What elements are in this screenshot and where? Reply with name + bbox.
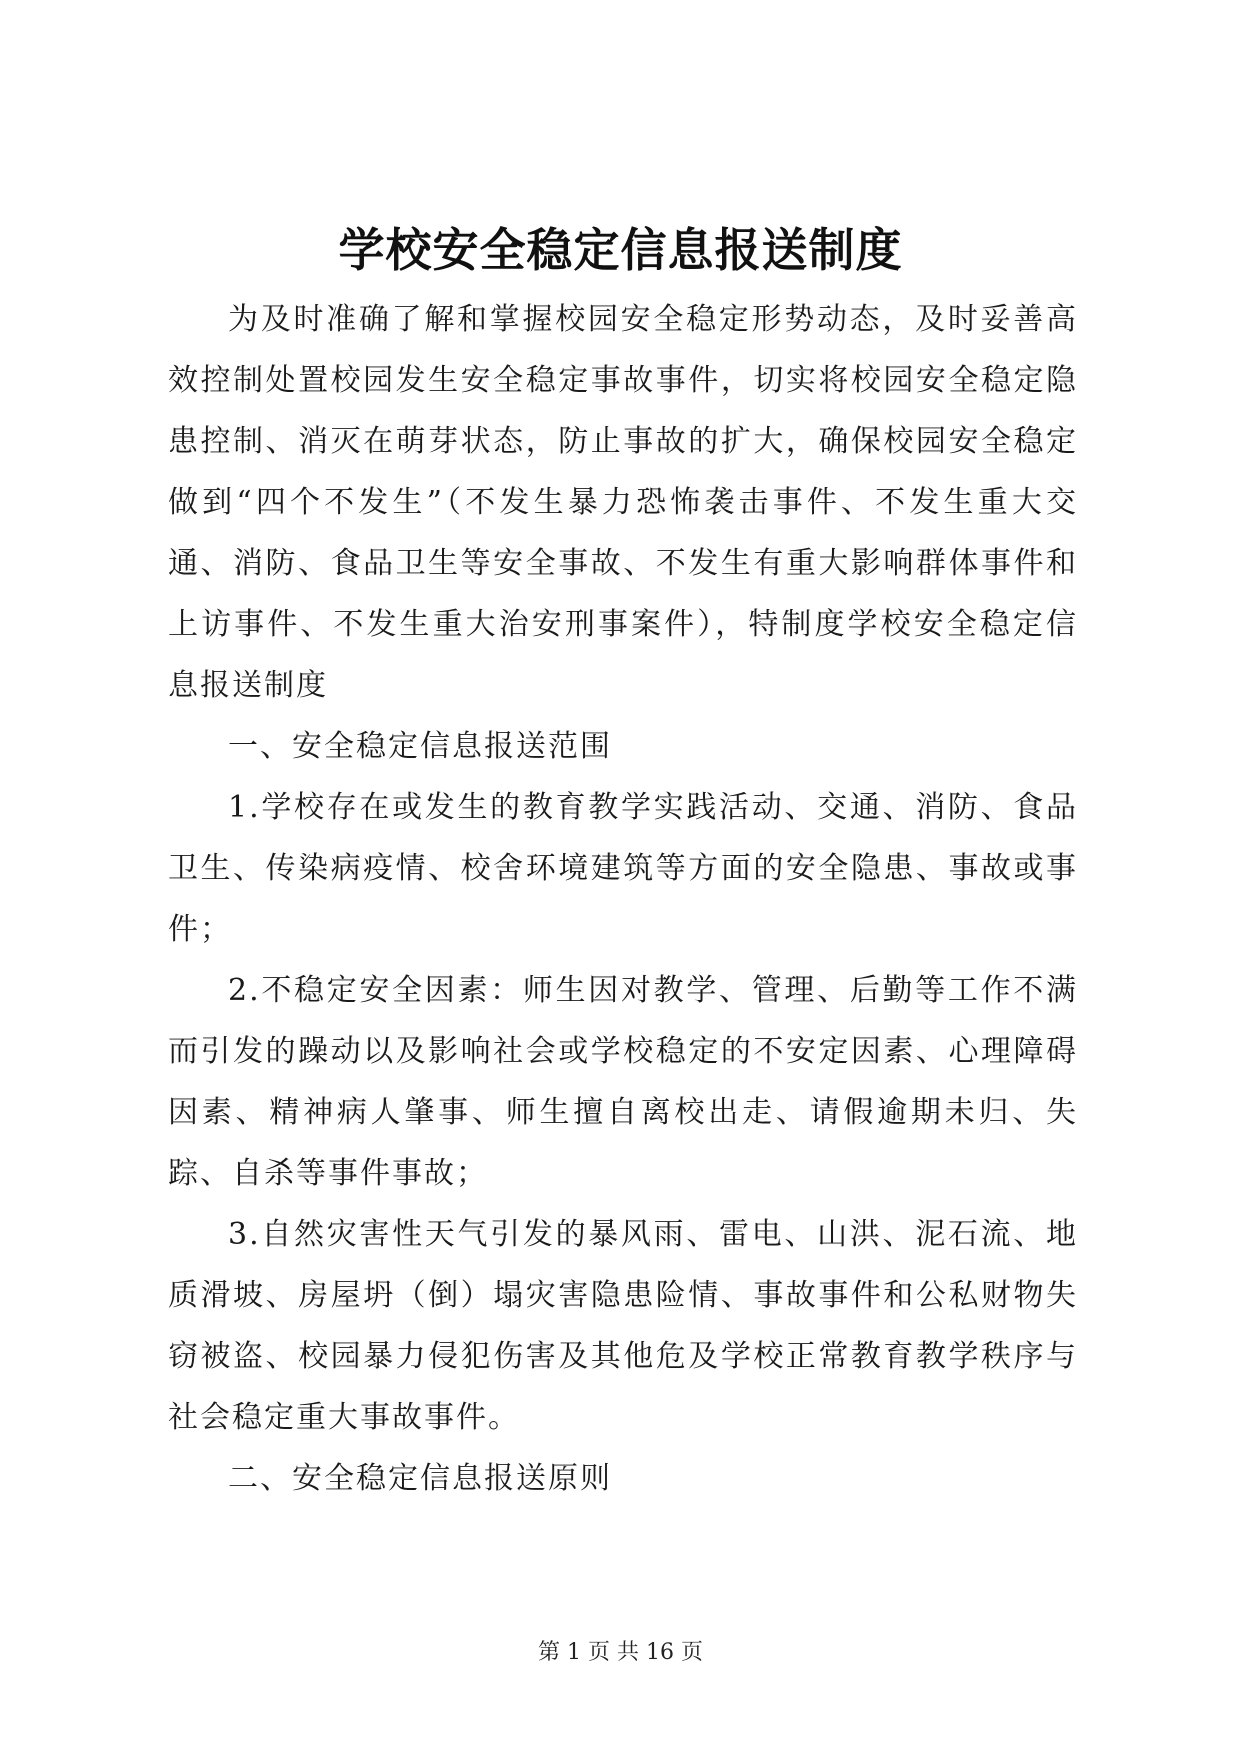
list-item-2: 2.不稳定安全因素：师生因对教学、管理、后勤等工作不满而引发的躁动以及影响社会或学校稳定的不安定因素、心理障碍因素、精神病人肇事、师生擅自离校出走、请假逾期未归、失踪、自杀等事件事故； [168,973,1078,1191]
section-heading-2: 二、安全稳定信息报送原则 [228,1461,612,1496]
document-title: 学校安全稳定信息报送制度 [338,223,903,277]
list-item-3: 3.自然灾害性天气引发的暴风雨、雷电、山洪、泥石流、地质滑坡、房屋坍（倒）塌灾害隐患险情、事故事件和公私财物失窃被盗、校园暴力侵犯伤害及其他危及学校正常教育教学秩序与社会稳定重大事故事件。 [168,1217,1078,1435]
page-footer: 第 1 页 共 16 页 [538,1640,703,1665]
document-body [168,289,1078,1509]
list-item-1: 1.学校存在或发生的教育教学实践活动、交通、消防、食品卫生、传染病疫情、校舍环境建筑等方面的安全隐患、事故或事件； [168,790,1078,947]
intro-paragraph: 为及时准确了解和掌握校园安全稳定形势动态，及时妥善高效控制处置校园发生安全稳定事故事件，切实将校园安全稳定隐患控制、消灭在萌芽状态，防止事故的扩大，确保校园安全稳定做到“四个不发生”（不发生暴力恐怖袭击事件、不发生重大交通、消防、食品卫生等安全事故、不发生有重大影响群体事件和上访事件、不发生重大治安刑事案件），特制度学校安全稳定信息报送制度 [168,302,1078,703]
section-heading-1: 一、安全稳定信息报送范围 [228,729,612,764]
